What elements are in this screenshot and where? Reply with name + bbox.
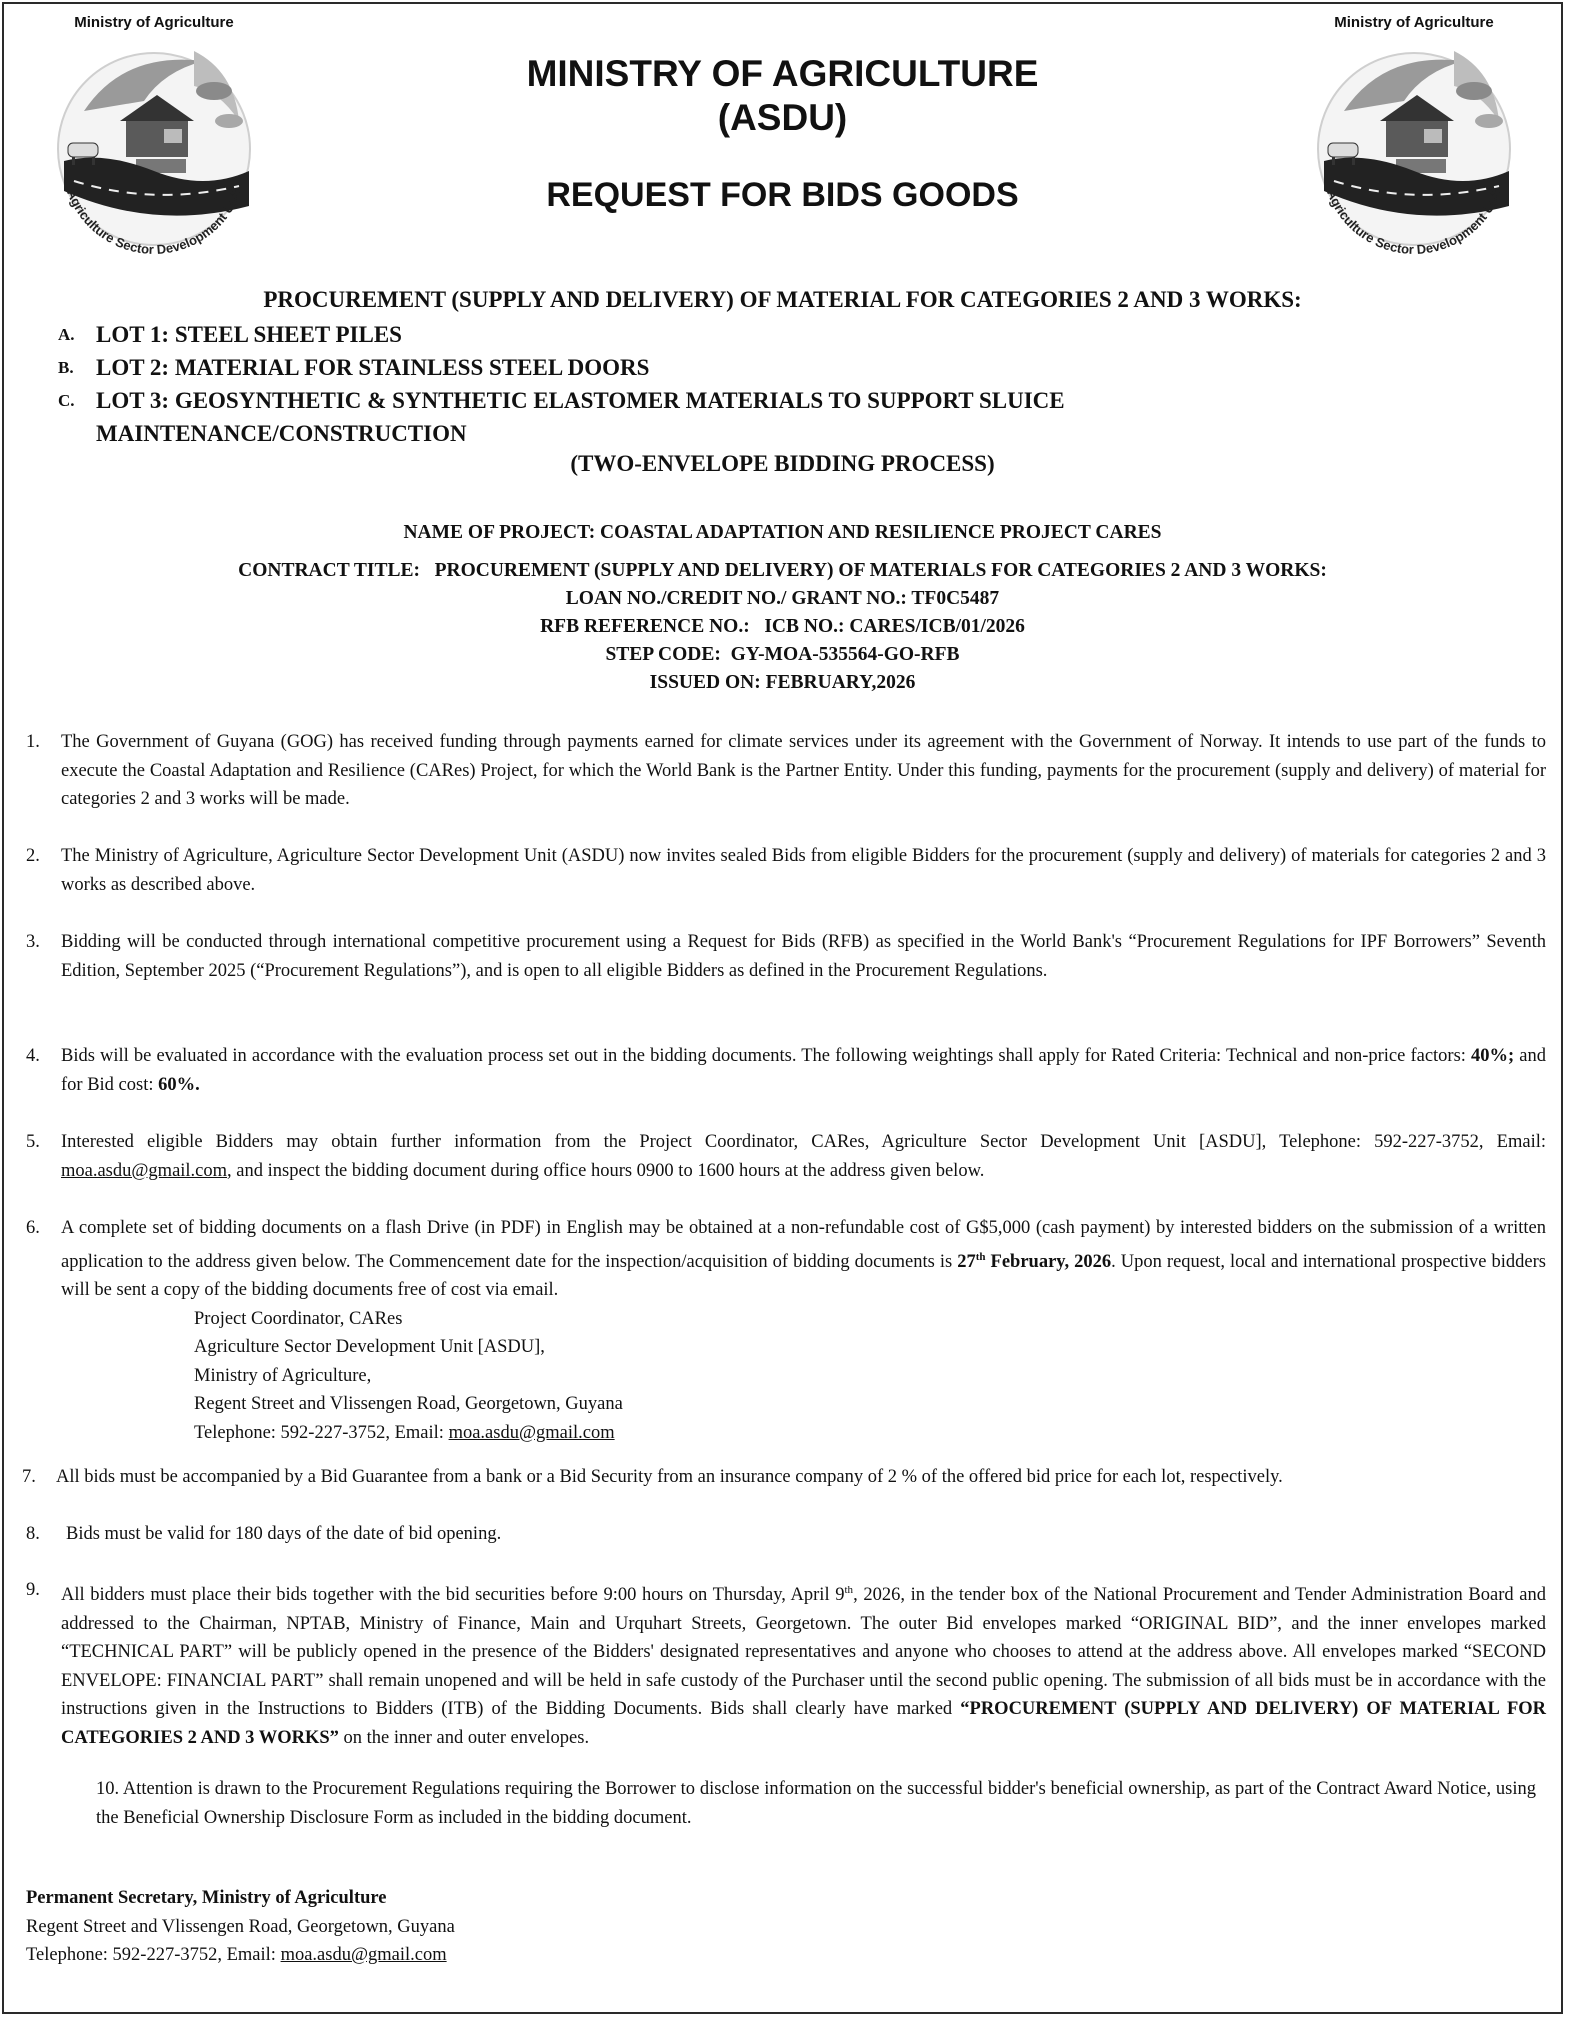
paragraph-1 (26, 728, 1546, 814)
lot-text: LOT 1: STEEL SHEET PILES (96, 322, 402, 347)
svg-text:Agriculture Sector Development: Agriculture Sector Development Unit (64, 187, 244, 257)
project-meta (4, 519, 1561, 697)
paragraph-number: 6. (26, 1218, 40, 1238)
email-link[interactable]: moa.asdu@gmail.com (61, 1160, 228, 1181)
step-code: STEP CODE: GY-MOA-535564-GO-RFB (605, 644, 960, 665)
contract-title: CONTRACT TITLE: PROCUREMENT (SUPPLY AND DELIVERY) OF MATERIALS FOR CATEGORIES 2 AND 3 WORKS: (238, 560, 1327, 581)
paragraph-number: 3. (26, 932, 40, 952)
lot-letter: B. (58, 358, 74, 377)
paragraph-number: 5. (26, 1132, 40, 1152)
signatory-title: Permanent Secretary, Ministry of Agriculture (26, 1888, 387, 1908)
envelope-marking: “PROCUREMENT (SUPPLY AND DELIVERY) OF MATERIAL FOR CATEGORIES 2 AND 3 WORKS” (61, 1699, 1546, 1748)
paragraph-text: Bidding will be conducted through international competitive procurement using a Request for Bids (RFB) as specified in the World Bank's “Procurement Regulations for IPF Borrowers” Seventh Edition, September 2025 (“Procurement Regulations”), and is open to all eligible Bidders as defined in the Procurement Regulations. (61, 932, 1546, 981)
bidding-process: (TWO-ENVELOPE BIDDING PROCESS) (570, 451, 995, 476)
paragraph-7 (22, 1463, 1542, 1492)
commencement-date: 27th February, 2026 (957, 1250, 1112, 1272)
paragraph-2 (26, 842, 1546, 899)
paragraph-text: Bids must be valid for 180 days of the date of bid opening. (66, 1524, 502, 1544)
paragraph-number: 2. (26, 846, 40, 866)
paragraph-number: 4. (26, 1046, 40, 1066)
bid-notice-page (2, 2, 1563, 2014)
lot-item (56, 318, 1256, 351)
paragraph-4 (26, 1042, 1546, 1099)
cost-weight: 60%. (158, 1074, 200, 1095)
paragraph-3 (26, 928, 1546, 985)
paragraph-8 (26, 1520, 1546, 1549)
procurement-title: PROCUREMENT (SUPPLY AND DELIVERY) OF MATERIAL FOR CATEGORIES 2 AND 3 WORKS: (263, 287, 1302, 312)
paragraph-number: 8. (26, 1524, 40, 1544)
rfb-reference: RFB REFERENCE NO.: ICB NO.: CARES/ICB/01/2026 (540, 616, 1025, 637)
email-link[interactable]: moa.asdu@gmail.com (448, 1422, 615, 1443)
issued-on: ISSUED ON: FEBRUARY,2026 (649, 672, 916, 693)
paragraph-10 (96, 1775, 1536, 1832)
paragraph-text: Interested eligible Bidders may obtain further information from the Project Coordinator, CARes, Agriculture Sector Development Unit [ASDU], Telephone: 592-227-3752, Email: moa.asdu@gmail.com, and inspect the bidding document during office hours 0900 to 1600 hours at the address given below. (61, 1132, 1546, 1181)
paragraph-text: The Government of Guyana (GOG) has received funding through payments earned for climate services under its agreement with the Government of Norway. It intends to use part of the funds to execute the Coastal Adaptation and Resilience (CARes) Project, for which the World Bank is the Partner Entity. Under this funding, payments for the procurement (supply and delivery) of material for categories 2 and 3 works will be made. (61, 732, 1546, 809)
lot-item (56, 384, 1256, 450)
project-name: NAME OF PROJECT: COASTAL ADAPTATION AND RESILIENCE PROJECT CARES (403, 522, 1162, 543)
unit-name: (ASDU) (717, 97, 848, 138)
signature-block (26, 1884, 455, 1970)
paragraph-text: 10. Attention is drawn to the Procurement Regulations requiring the Borrower to disclose information on the successful bidder's beneficial ownership, as part of the Contract Award Notice, using the Beneficial Ownership Disclosure Form as included in the bidding document. (96, 1779, 1536, 1828)
paragraph-5 (26, 1128, 1546, 1185)
signatory-contact: Telephone: 592-227-3752, Email: moa.asdu@gmail.com (26, 1945, 447, 1965)
paragraph-text: All bids must be accompanied by a Bid Guarantee from a bank or a Bid Security from an insurance company of 2 % of the offered bid price for each lot, respectively. (56, 1467, 1283, 1487)
lot-letter: C. (58, 391, 75, 410)
paragraph-text: Bids will be evaluated in accordance with the evaluation process set out in the bidding documents. The following weightings shall apply for Rated Criteria: Technical and non-price factors: 40%; and for Bid cost: 60%. (61, 1046, 1546, 1095)
paragraph-9 (26, 1576, 1546, 1752)
lot-list (56, 318, 1256, 450)
logo-caption: Ministry of Agriculture (74, 14, 234, 31)
lot-text: LOT 2: MATERIAL FOR STAINLESS STEEL DOORS (96, 355, 650, 380)
notice-type: REQUEST FOR BIDS GOODS (546, 176, 1019, 214)
lot-text: LOT 3: GEOSYNTHETIC & SYNTHETIC ELASTOMER MATERIALS TO SUPPORT SLUICE MAINTENANCE/CONSTRUCTION (96, 388, 1065, 446)
paragraph-6 (26, 1214, 1546, 1447)
paragraph-number: 10. (96, 1779, 120, 1799)
paragraph-number: 1. (26, 732, 40, 752)
contact-address: Project Coordinator, CARes Agriculture Sector Development Unit [ASDU], Ministry of Agriculture, Regent Street and Vlissengen Road, Georgetown, Guyana Telephone: 592-227-3752, Email: moa.asdu@gmail.com (194, 1308, 623, 1443)
email-link[interactable]: moa.asdu@gmail.com (280, 1945, 447, 1965)
paragraph-number: 7. (22, 1467, 36, 1487)
ministry-name: MINISTRY OF AGRICULTURE (526, 53, 1039, 94)
paragraph-number: 9. (26, 1580, 40, 1600)
paragraph-text: A complete set of bidding documents on a flash Drive (in PDF) in English may be obtained at a non-refundable cost of G$5,000 (cash payment) by interested bidders on the submission of a written application to the address given below. The Commencement date for the inspection/acquisition of bidding documents is 27th February, 2026. Upon request, local and international prospective bidders will be sent a copy of the bidding documents free of cost via email. (61, 1218, 1546, 1301)
technical-weight: 40%; (1471, 1046, 1515, 1066)
svg-text:Agriculture Sector Development: Agriculture Sector Development Unit (1324, 187, 1504, 257)
header-title (4, 52, 1561, 140)
signatory-address: Regent Street and Vlissengen Road, Georgetown, Guyana (26, 1916, 455, 1937)
lot-letter: A. (58, 325, 75, 344)
logo-caption: Ministry of Agriculture (1334, 14, 1494, 31)
loan-number: LOAN NO./CREDIT NO./ GRANT NO.: TF0C5487 (565, 588, 1000, 609)
lot-item (56, 351, 1256, 384)
paragraph-text: The Ministry of Agriculture, Agriculture Sector Development Unit (ASDU) now invites sealed Bids from eligible Bidders for the procurement (supply and delivery) of materials for categories 2 and 3 works as described above. (61, 846, 1546, 895)
paragraph-text: All bidders must place their bids together with the bid securities before 9:00 hours on Thursday, April 9th, 2026, in the tender box of the National Procurement and Tender Administration Board and addressed to the Chairman, NPTAB, Ministry of Finance, Main and Urquhart Streets, Georgetown. The outer Bid envelopes marked “ORIGINAL BID”, and the inner envelopes marked “TECHNICAL PART” will be publicly opened in the presence of the Bidders' designated representatives and anyone who chooses to attend at the address above. All envelopes marked “SECOND ENVELOPE: FINANCIAL PART” shall remain unopened and will be held in safe custody of the Purchaser until the second public opening. The submission of all bids must be in accordance with the instructions given in the Instructions to Bidders (ITB) of the Bidding Documents. Bids shall clearly have marked “PROCUREMENT (SUPPLY AND DELIVERY) OF MATERIAL FOR CATEGORIES 2 AND 3 WORKS” on the inner and outer envelopes. (61, 1584, 1547, 1748)
